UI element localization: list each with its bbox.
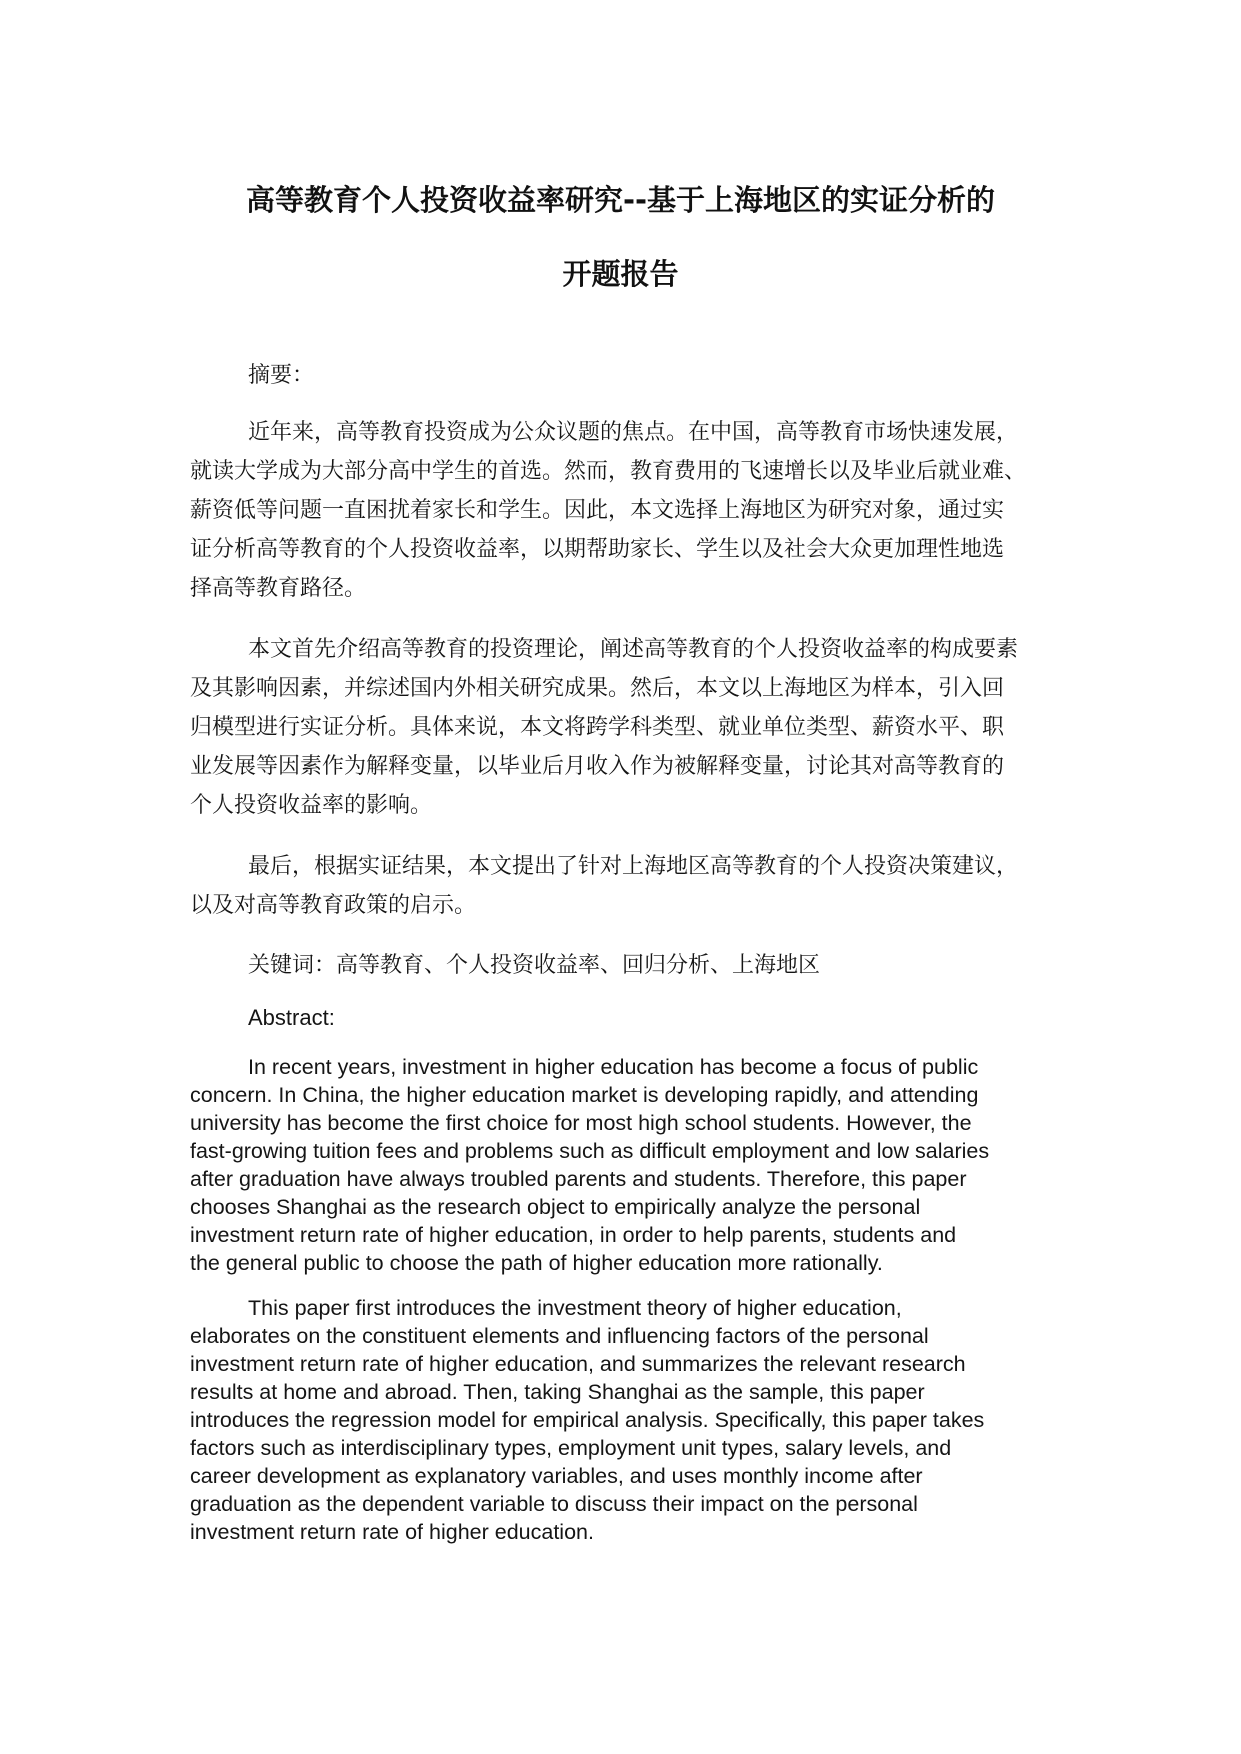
document-title-line-2: 开题报告 (562, 257, 679, 291)
abstract-en-paragraph-1 (190, 1053, 1062, 1277)
text-line: 薪资低等问题一直困扰着家长和学生。因此，本文选择上海地区为研究对象，通过实 (190, 498, 1005, 523)
text-line: the general public to choose the path of higher education more rationally. (190, 1251, 883, 1275)
text-line: In recent years, investment in higher education has become a focus of public (248, 1055, 979, 1079)
document-title-line-1: 高等教育个人投资收益率研究--基于上海地区的实证分析的 (245, 183, 996, 217)
text-line: university has become the first choice for most high school students. However, the (190, 1111, 972, 1135)
text-line: This paper first introduces the investment theory of higher education, (248, 1296, 902, 1320)
text-line: investment return rate of higher education. (190, 1520, 594, 1544)
text-line: factors such as interdisciplinary types, employment unit types, salary levels, and (190, 1436, 952, 1460)
abstract-en-paragraph-2 (190, 1294, 1062, 1546)
text-line: graduation as the dependent variable to discuss their impact on the personal (190, 1492, 918, 1516)
text-line: investment return rate of higher education, in order to help parents, students and (190, 1223, 957, 1247)
abstract-cn-paragraph-1 (190, 413, 1062, 608)
text-line: 归模型进行实证分析。具体来说，本文将跨学科类型、就业单位类型、薪资水平、职 (190, 715, 1005, 740)
text-line: investment return rate of higher education, and summarizes the relevant research (190, 1352, 966, 1376)
text-line: 近年来，高等教育投资成为公众议题的焦点。在中国，高等教育市场快速发展， (248, 420, 1019, 445)
text-line: elaborates on the constituent elements and influencing factors of the personal (190, 1324, 929, 1348)
text-line: 就读大学成为大部分高中学生的首选。然而，教育费用的飞速增长以及毕业后就业难、 (190, 459, 1027, 484)
text-line: 本文首先介绍高等教育的投资理论，阐述高等教育的个人投资收益率的构成要素 (248, 637, 1019, 662)
text-line: introduces the regression model for empirical analysis. Specifically, this paper takes (190, 1408, 985, 1432)
text-line: after graduation have always troubled parents and students. Therefore, this paper (190, 1167, 967, 1191)
keywords-cn: 关键词：高等教育、个人投资收益率、回归分析、上海地区 (248, 953, 821, 978)
text-line: results at home and abroad. Then, taking Shanghai as the sample, this paper (190, 1380, 925, 1404)
text-line: concern. In China, the higher education market is developing rapidly, and attending (190, 1083, 979, 1107)
abstract-cn-heading: 摘要： (248, 363, 315, 388)
text-line: 最后，根据实证结果，本文提出了针对上海地区高等教育的个人投资决策建议， (248, 854, 1019, 879)
text-line: career development as explanatory variables, and uses monthly income after (190, 1464, 923, 1488)
text-line: 业发展等因素作为解释变量，以毕业后月收入作为被解释变量，讨论其对高等教育的 (190, 754, 1005, 779)
text-line: 择高等教育路径。 (190, 576, 367, 601)
text-line: 个人投资收益率的影响。 (190, 793, 433, 818)
abstract-cn-paragraph-3 (190, 847, 1062, 925)
text-line: chooses Shanghai as the research object to empirically analyze the personal (190, 1195, 921, 1219)
abstract-en-heading: Abstract: (248, 1005, 335, 1030)
text-line: 及其影响因素，并综述国内外相关研究成果。然后，本文以上海地区为样本，引入回 (190, 676, 1005, 701)
abstract-cn-paragraph-2 (190, 630, 1062, 825)
text-line: 证分析高等教育的个人投资收益率，以期帮助家长、学生以及社会大众更加理性地选 (190, 537, 1005, 562)
text-line: fast-growing tuition fees and problems such as difficult employment and low salaries (190, 1139, 990, 1163)
text-line: 以及对高等教育政策的启示。 (190, 893, 477, 918)
